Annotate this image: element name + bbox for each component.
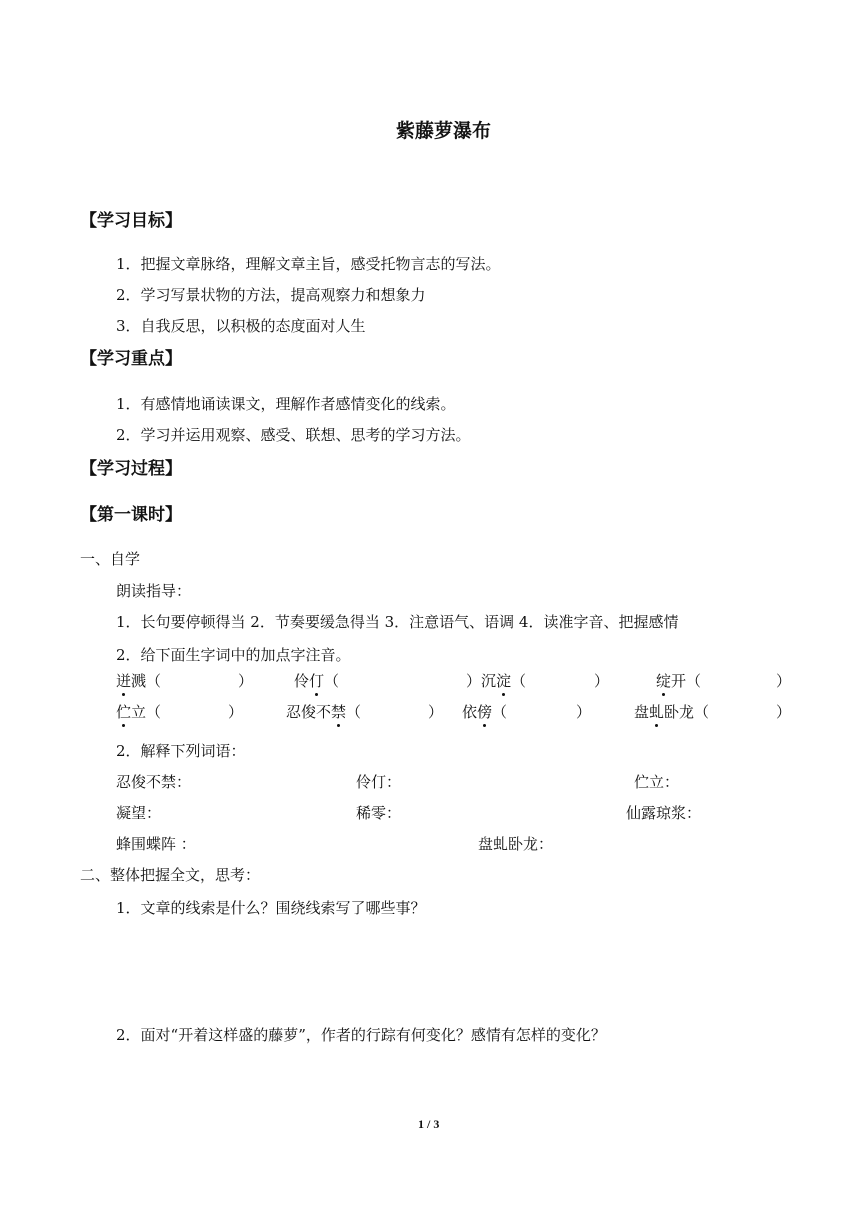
pinyin-blank-close: ） <box>428 703 444 721</box>
pinyin-word: 绽 开（ <box>656 671 701 691</box>
page-number: 1 / 3 <box>418 1117 440 1131</box>
goal-item: 1．把握文章脉络，理解文章主旨，感受托物言志的写法。 <box>116 255 501 273</box>
term-label: 盘虬卧龙： <box>478 835 554 853</box>
term-label: 凝望： <box>116 804 162 822</box>
pinyin-blank-close: ） <box>776 703 792 721</box>
pinyin-word: 盘虬 卧龙（ <box>634 702 709 722</box>
goals-heading: 【学习目标】 <box>80 211 182 231</box>
question: 2．面对“开着这样盛的藤萝”，作者的行踪有何变化？感情有怎样的变化？ <box>116 1026 606 1044</box>
emphasis-dot <box>315 693 318 696</box>
goal-item: 2．学习写景状物的方法，提高观察力和想象力 <box>116 286 426 304</box>
pinyin-word: 迸 溅（ <box>116 671 161 691</box>
reading-guide-label: 朗读指导： <box>116 582 192 600</box>
emphasis-dot <box>483 724 486 727</box>
term-label: 稀零： <box>356 804 402 822</box>
explain-task: 2．解释下列词语： <box>116 742 246 760</box>
term-label: 仙露琼浆： <box>626 804 702 822</box>
emphasis-dot <box>502 693 505 696</box>
term-label: 忍俊不禁： <box>116 773 192 791</box>
focus-heading: 【学习重点】 <box>80 349 182 369</box>
focus-item: 2．学习并运用观察、感受、联想、思考的学习方法。 <box>116 426 471 444</box>
document-title: 紫藤萝瀑布 <box>396 120 492 142</box>
goal-item: 3．自我反思，以积极的态度面对人生 <box>116 317 366 335</box>
pinyin-blank-close: ） <box>228 703 244 721</box>
pinyin-blank-close: ） <box>776 672 792 690</box>
emphasis-dot <box>662 693 665 696</box>
pinyin-task: 2．给下面生字词中的加点字注音。 <box>116 646 351 664</box>
term-label: 伶仃： <box>356 773 402 791</box>
pinyin-blank-close: ） <box>576 703 592 721</box>
pinyin-word: ）沉淀 （ <box>466 671 526 691</box>
pinyin-word: 伶仃 （ <box>294 671 339 691</box>
process-heading: 【学习过程】 <box>80 459 182 479</box>
lesson1-heading: 【第一课时】 <box>80 505 182 525</box>
pinyin-word: 依傍 （ <box>462 702 507 722</box>
focus-item: 1．有感情地诵读课文，理解作者感情变化的线索。 <box>116 395 456 413</box>
pinyin-blank-close: ） <box>238 672 254 690</box>
pinyin-word: 伫 立（ <box>116 702 161 722</box>
part2-title: 二、整体把握全文，思考： <box>80 866 261 884</box>
pinyin-blank-close: ） <box>594 672 610 690</box>
pinyin-word: 忍俊不禁 （ <box>286 702 361 722</box>
emphasis-dot <box>122 724 125 727</box>
emphasis-dot <box>655 724 658 727</box>
term-label: 伫立： <box>634 773 680 791</box>
term-label: 蜂围蝶阵 ： <box>116 835 196 853</box>
part1-title: 一、自学 <box>80 550 141 568</box>
question: 1．文章的线索是什么？围绕线索写了哪些事？ <box>116 899 426 917</box>
emphasis-dot <box>122 693 125 696</box>
reading-points: 1．长句要停顿得当 2．节奏要缓急得当 3．注意语气、语调 4．读准字音、把握感情 <box>116 613 679 631</box>
emphasis-dot <box>337 724 340 727</box>
